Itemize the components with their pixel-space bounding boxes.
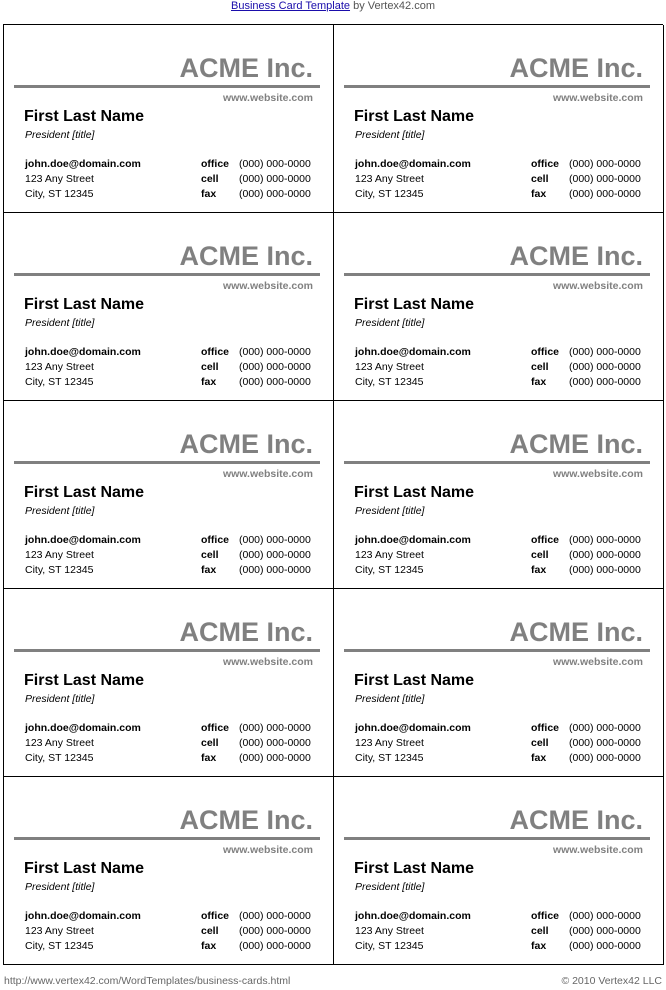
contact-address: [355, 533, 471, 578]
website: www.website.com: [552, 92, 643, 104]
website: www.website.com: [552, 468, 643, 480]
person-title: President [title]: [355, 881, 425, 893]
divider-line: [14, 837, 320, 840]
city: City, ST 12345: [25, 376, 94, 388]
office-phone: (000) 000-0000: [569, 910, 641, 922]
business-card: [334, 777, 664, 965]
card-sheet: [3, 24, 663, 965]
footer-copyright: © 2010 Vertex42 LLC: [561, 975, 662, 987]
city: City, ST 12345: [355, 376, 424, 388]
business-card: [334, 589, 664, 777]
website: www.website.com: [222, 280, 313, 292]
email: john.doe@domain.com: [355, 534, 471, 546]
cell-label: cell: [531, 173, 549, 185]
street: 123 Any Street: [355, 549, 424, 561]
office-label: office: [531, 722, 560, 734]
street: 123 Any Street: [25, 173, 94, 185]
cell-label: cell: [201, 361, 219, 373]
person-title: President [title]: [25, 693, 95, 705]
office-phone: (000) 000-0000: [239, 346, 311, 358]
phone-values: [239, 157, 311, 202]
phone-values: [569, 345, 641, 390]
office-label: office: [531, 158, 560, 170]
company-name: ACME Inc.: [509, 805, 643, 835]
cell-phone: (000) 000-0000: [239, 737, 311, 749]
business-card: [4, 777, 334, 965]
email: john.doe@domain.com: [25, 158, 141, 170]
fax-label: fax: [201, 940, 217, 952]
fax-label: fax: [201, 564, 217, 576]
street: 123 Any Street: [355, 925, 424, 937]
contact-address: [355, 721, 471, 766]
business-card: [4, 25, 334, 213]
office-phone: (000) 000-0000: [239, 722, 311, 734]
office-phone: (000) 000-0000: [239, 910, 311, 922]
cell-phone: (000) 000-0000: [239, 925, 311, 937]
divider-line: [344, 273, 650, 276]
phone-labels: [531, 533, 559, 578]
fax-label: fax: [531, 376, 547, 388]
contact-address: [355, 157, 471, 202]
street: 123 Any Street: [25, 925, 94, 937]
contact-address: [25, 721, 141, 766]
phone-labels: [201, 721, 229, 766]
business-card: [4, 401, 334, 589]
office-phone: (000) 000-0000: [569, 346, 641, 358]
fax-label: fax: [201, 752, 217, 764]
cell-label: cell: [201, 737, 219, 749]
email: john.doe@domain.com: [25, 910, 141, 922]
fax-number: (000) 000-0000: [239, 376, 311, 388]
company-name: ACME Inc.: [179, 617, 313, 647]
fax-label: fax: [201, 188, 217, 200]
office-phone: (000) 000-0000: [239, 158, 311, 170]
person-title: President [title]: [25, 317, 95, 329]
city: City, ST 12345: [25, 752, 94, 764]
cell-phone: (000) 000-0000: [569, 737, 641, 749]
person-name: First Last Name: [354, 296, 475, 313]
phone-labels: [531, 721, 559, 766]
company-name: ACME Inc.: [509, 241, 643, 271]
divider-line: [344, 85, 650, 88]
contact-address: [25, 345, 141, 390]
fax-label: fax: [201, 376, 217, 388]
person-title: President [title]: [355, 693, 425, 705]
email: john.doe@domain.com: [355, 722, 471, 734]
fax-number: (000) 000-0000: [239, 564, 311, 576]
person-title: President [title]: [25, 129, 95, 141]
cell-label: cell: [531, 737, 549, 749]
city: City, ST 12345: [355, 940, 424, 952]
website: www.website.com: [222, 844, 313, 856]
city: City, ST 12345: [355, 188, 424, 200]
office-phone: (000) 000-0000: [239, 534, 311, 546]
city: City, ST 12345: [25, 188, 94, 200]
phone-values: [569, 909, 641, 954]
email: john.doe@domain.com: [25, 534, 141, 546]
city: City, ST 12345: [355, 564, 424, 576]
person-name: First Last Name: [24, 860, 145, 877]
contact-address: [25, 157, 141, 202]
phone-values: [239, 345, 311, 390]
office-label: office: [201, 910, 230, 922]
business-card: [334, 213, 664, 401]
contact-address: [25, 909, 141, 954]
office-phone: (000) 000-0000: [569, 722, 641, 734]
fax-label: fax: [531, 188, 547, 200]
contact-address: [25, 533, 141, 578]
company-name: ACME Inc.: [509, 53, 643, 83]
website: www.website.com: [222, 656, 313, 668]
person-title: President [title]: [355, 505, 425, 517]
company-name: ACME Inc.: [179, 241, 313, 271]
business-card: [4, 589, 334, 777]
cell-phone: (000) 000-0000: [239, 173, 311, 185]
business-card: [334, 25, 664, 213]
person-name: First Last Name: [24, 484, 145, 501]
office-label: office: [531, 910, 560, 922]
phone-values: [569, 721, 641, 766]
company-name: ACME Inc.: [179, 53, 313, 83]
fax-number: (000) 000-0000: [569, 376, 641, 388]
header-byline: by Vertex42.com: [350, 0, 436, 12]
street: 123 Any Street: [25, 737, 94, 749]
divider-line: [344, 837, 650, 840]
contact-address: [355, 345, 471, 390]
template-link[interactable]: Business Card Template: [230, 0, 351, 12]
cell-label: cell: [201, 173, 219, 185]
cell-phone: (000) 000-0000: [569, 549, 641, 561]
cell-phone: (000) 000-0000: [239, 361, 311, 373]
business-card: [334, 401, 664, 589]
website: www.website.com: [222, 468, 313, 480]
email: john.doe@domain.com: [355, 910, 471, 922]
fax-number: (000) 000-0000: [239, 940, 311, 952]
street: 123 Any Street: [25, 361, 94, 373]
email: john.doe@domain.com: [355, 158, 471, 170]
phone-values: [569, 157, 641, 202]
phone-labels: [201, 909, 229, 954]
cell-label: cell: [531, 361, 549, 373]
footer-url: http://www.vertex42.com/WordTemplates/business-cards.html: [4, 975, 291, 987]
page-header: [0, 0, 666, 14]
company-name: ACME Inc.: [179, 805, 313, 835]
office-label: office: [201, 534, 230, 546]
website: www.website.com: [222, 92, 313, 104]
person-title: President [title]: [25, 505, 95, 517]
cell-label: cell: [531, 549, 549, 561]
person-name: First Last Name: [354, 108, 475, 125]
divider-line: [14, 649, 320, 652]
office-label: office: [201, 722, 230, 734]
phone-labels: [531, 345, 559, 390]
person-name: First Last Name: [24, 296, 145, 313]
city: City, ST 12345: [25, 564, 94, 576]
divider-line: [344, 649, 650, 652]
cell-label: cell: [531, 925, 549, 937]
cell-label: cell: [201, 549, 219, 561]
divider-line: [344, 461, 650, 464]
fax-number: (000) 000-0000: [569, 752, 641, 764]
phone-labels: [201, 533, 229, 578]
email: john.doe@domain.com: [25, 346, 141, 358]
person-name: First Last Name: [354, 860, 475, 877]
business-card: [4, 213, 334, 401]
fax-number: (000) 000-0000: [569, 940, 641, 952]
office-label: office: [201, 346, 230, 358]
divider-line: [14, 273, 320, 276]
company-name: ACME Inc.: [509, 617, 643, 647]
office-label: office: [201, 158, 230, 170]
cell-phone: (000) 000-0000: [569, 173, 641, 185]
fax-number: (000) 000-0000: [569, 564, 641, 576]
phone-values: [239, 533, 311, 578]
street: 123 Any Street: [355, 173, 424, 185]
fax-label: fax: [531, 564, 547, 576]
fax-label: fax: [531, 752, 547, 764]
city: City, ST 12345: [355, 752, 424, 764]
person-name: First Last Name: [24, 108, 145, 125]
person-title: President [title]: [355, 129, 425, 141]
phone-values: [239, 721, 311, 766]
email: john.doe@domain.com: [25, 722, 141, 734]
person-title: President [title]: [355, 317, 425, 329]
city: City, ST 12345: [25, 940, 94, 952]
website: www.website.com: [552, 844, 643, 856]
fax-number: (000) 000-0000: [239, 188, 311, 200]
phone-labels: [531, 157, 559, 202]
street: 123 Any Street: [355, 361, 424, 373]
cell-phone: (000) 000-0000: [569, 361, 641, 373]
person-name: First Last Name: [24, 672, 145, 689]
website: www.website.com: [552, 280, 643, 292]
phone-values: [239, 909, 311, 954]
phone-labels: [531, 909, 559, 954]
contact-address: [355, 909, 471, 954]
phone-labels: [201, 157, 229, 202]
email: john.doe@domain.com: [355, 346, 471, 358]
office-label: office: [531, 346, 560, 358]
fax-label: fax: [531, 940, 547, 952]
phone-labels: [201, 345, 229, 390]
fax-number: (000) 000-0000: [239, 752, 311, 764]
cell-phone: (000) 000-0000: [569, 925, 641, 937]
street: 123 Any Street: [355, 737, 424, 749]
office-phone: (000) 000-0000: [569, 534, 641, 546]
divider-line: [14, 85, 320, 88]
website: www.website.com: [552, 656, 643, 668]
phone-values: [569, 533, 641, 578]
company-name: ACME Inc.: [509, 429, 643, 459]
fax-number: (000) 000-0000: [569, 188, 641, 200]
divider-line: [14, 461, 320, 464]
person-name: First Last Name: [354, 484, 475, 501]
person-title: President [title]: [25, 881, 95, 893]
cell-label: cell: [201, 925, 219, 937]
office-label: office: [531, 534, 560, 546]
office-phone: (000) 000-0000: [569, 158, 641, 170]
person-name: First Last Name: [354, 672, 475, 689]
company-name: ACME Inc.: [179, 429, 313, 459]
cell-phone: (000) 000-0000: [239, 549, 311, 561]
street: 123 Any Street: [25, 549, 94, 561]
